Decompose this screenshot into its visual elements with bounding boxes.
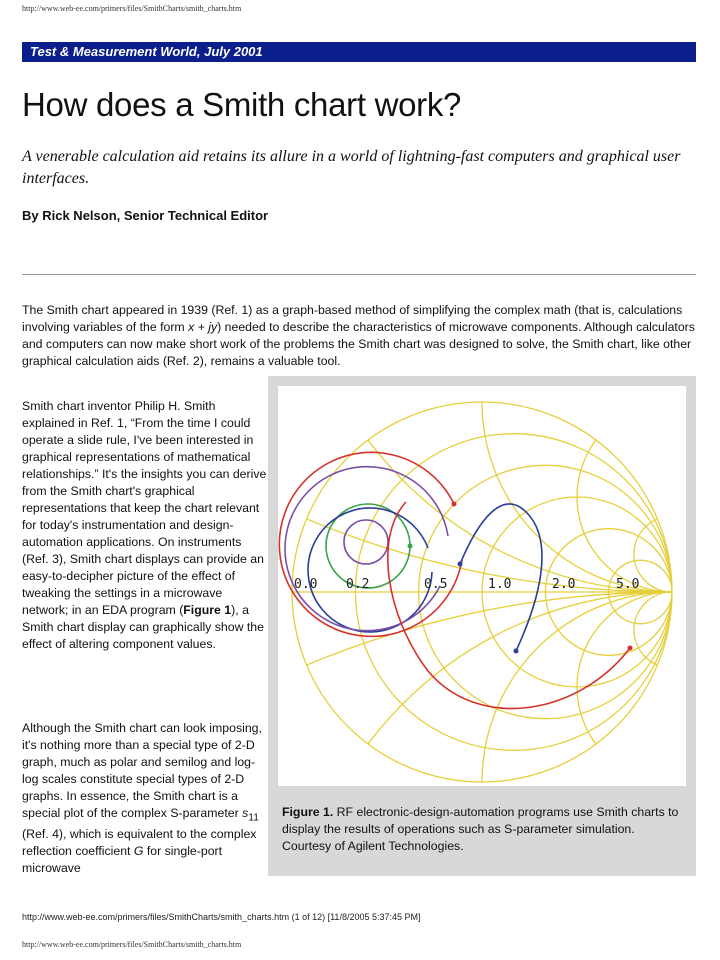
article-byline: By Rick Nelson, Senior Technical Editor [22, 208, 269, 223]
smith-chart-svg [278, 386, 686, 786]
caption-label: Figure 1. [282, 805, 334, 819]
page-url-footer: http://www.web-ee.com/primers/files/SmithCharts/smith_charts.htm [22, 940, 242, 949]
variable-x-jy: x + jy [188, 320, 218, 334]
axis-label-2-0: 2.0 [552, 577, 576, 592]
page-url-with-page-info: http://www.web-ee.com/primers/files/SmithCharts/smith_charts.htm (1 of 12) [11/8/2005 5:37:45 PM] [22, 912, 421, 922]
trace-purple-large [285, 467, 448, 631]
body-paragraph-2: Although the Smith chart can look imposing, it's nothing more than a special type of 2-D graph, much as polar and semilog and log-log scales constitute special types of 2-D graphs. In essence, the Smith chart is a special plot of the complex S-parameter $s_{11}$ (Ref. 4), which is equivalent to the complex reflection coefficient G for single-port microwave [22, 721, 262, 876]
figure-caption: Figure 1. RF electronic-design-automation programs use Smith charts to display the results of operations such as S-parameter simulation. Courtesy of Agilent Technologies. [282, 805, 679, 853]
article-deck: A venerable calculation aid retains its allure in a world of lightning-fast computers and graphical user interfaces. [22, 148, 681, 187]
variable-g: G [133, 844, 144, 859]
trace-red-loop [279, 452, 462, 636]
marker-red-top [452, 502, 457, 507]
axis-label-1-0: 1.0 [488, 577, 512, 592]
axis-label-0-0: 0.0 [294, 577, 318, 592]
axis-label-0-5: 0.5 [424, 577, 448, 592]
marker-blue-start [458, 562, 463, 567]
marker-red [628, 646, 633, 651]
figure-reference-link[interactable]: Figure 1 [183, 603, 232, 617]
variable-s-subscript: 11 [248, 812, 259, 824]
article-title: How does a Smith chart work? [22, 86, 462, 123]
axis-label-5-0: 5.0 [616, 577, 640, 592]
body-paragraph-1: Smith chart inventor Philip H. Smith explained in Ref. 1, “From the time I could operate a slide rule, I've been interested in graphical representations of mathematical relationships.” It's the insights you can derive from the Smith chart's graphical representations that keep the chart relevant for today's instrumentation and design-automation applications. On instruments (Ref. 3), Smith chart displays can provide an easy-to-decipher picture of the effect of tweaking the settings in a microwave network; in an EDA program (Figure 1), a Smith chart display can graphically show the effect of altering component values. [22, 399, 267, 651]
figure-1-box [268, 376, 696, 876]
trace-red-spiral [388, 502, 630, 709]
axis-label-0-2: 0.2 [346, 577, 370, 592]
publication-banner [22, 42, 696, 62]
page-url-top: http://www.web-ee.com/primers/files/SmithCharts/smith_charts.htm [22, 4, 242, 13]
marker-blue [514, 649, 519, 654]
variable-s: s [242, 806, 249, 820]
horizontal-rule [22, 274, 696, 275]
marker-green [408, 544, 413, 549]
smith-chart-axis-labels [294, 577, 639, 592]
banner-text: Test & Measurement World, July 2001 [30, 44, 263, 59]
smith-chart-figure [278, 386, 686, 786]
intro-paragraph: The Smith chart appeared in 1939 (Ref. 1) as a graph-based method of simplifying the complex math (that is, calculations involving variables of the form x + jy) needed to describe the characteristics of microwave components. Although calculators and computers can now make short work of the problems the Smith chart was designed to solve, the Smith chart, like other graphical calculation aids (Ref. 2), remains a valuable tool. [22, 303, 695, 368]
